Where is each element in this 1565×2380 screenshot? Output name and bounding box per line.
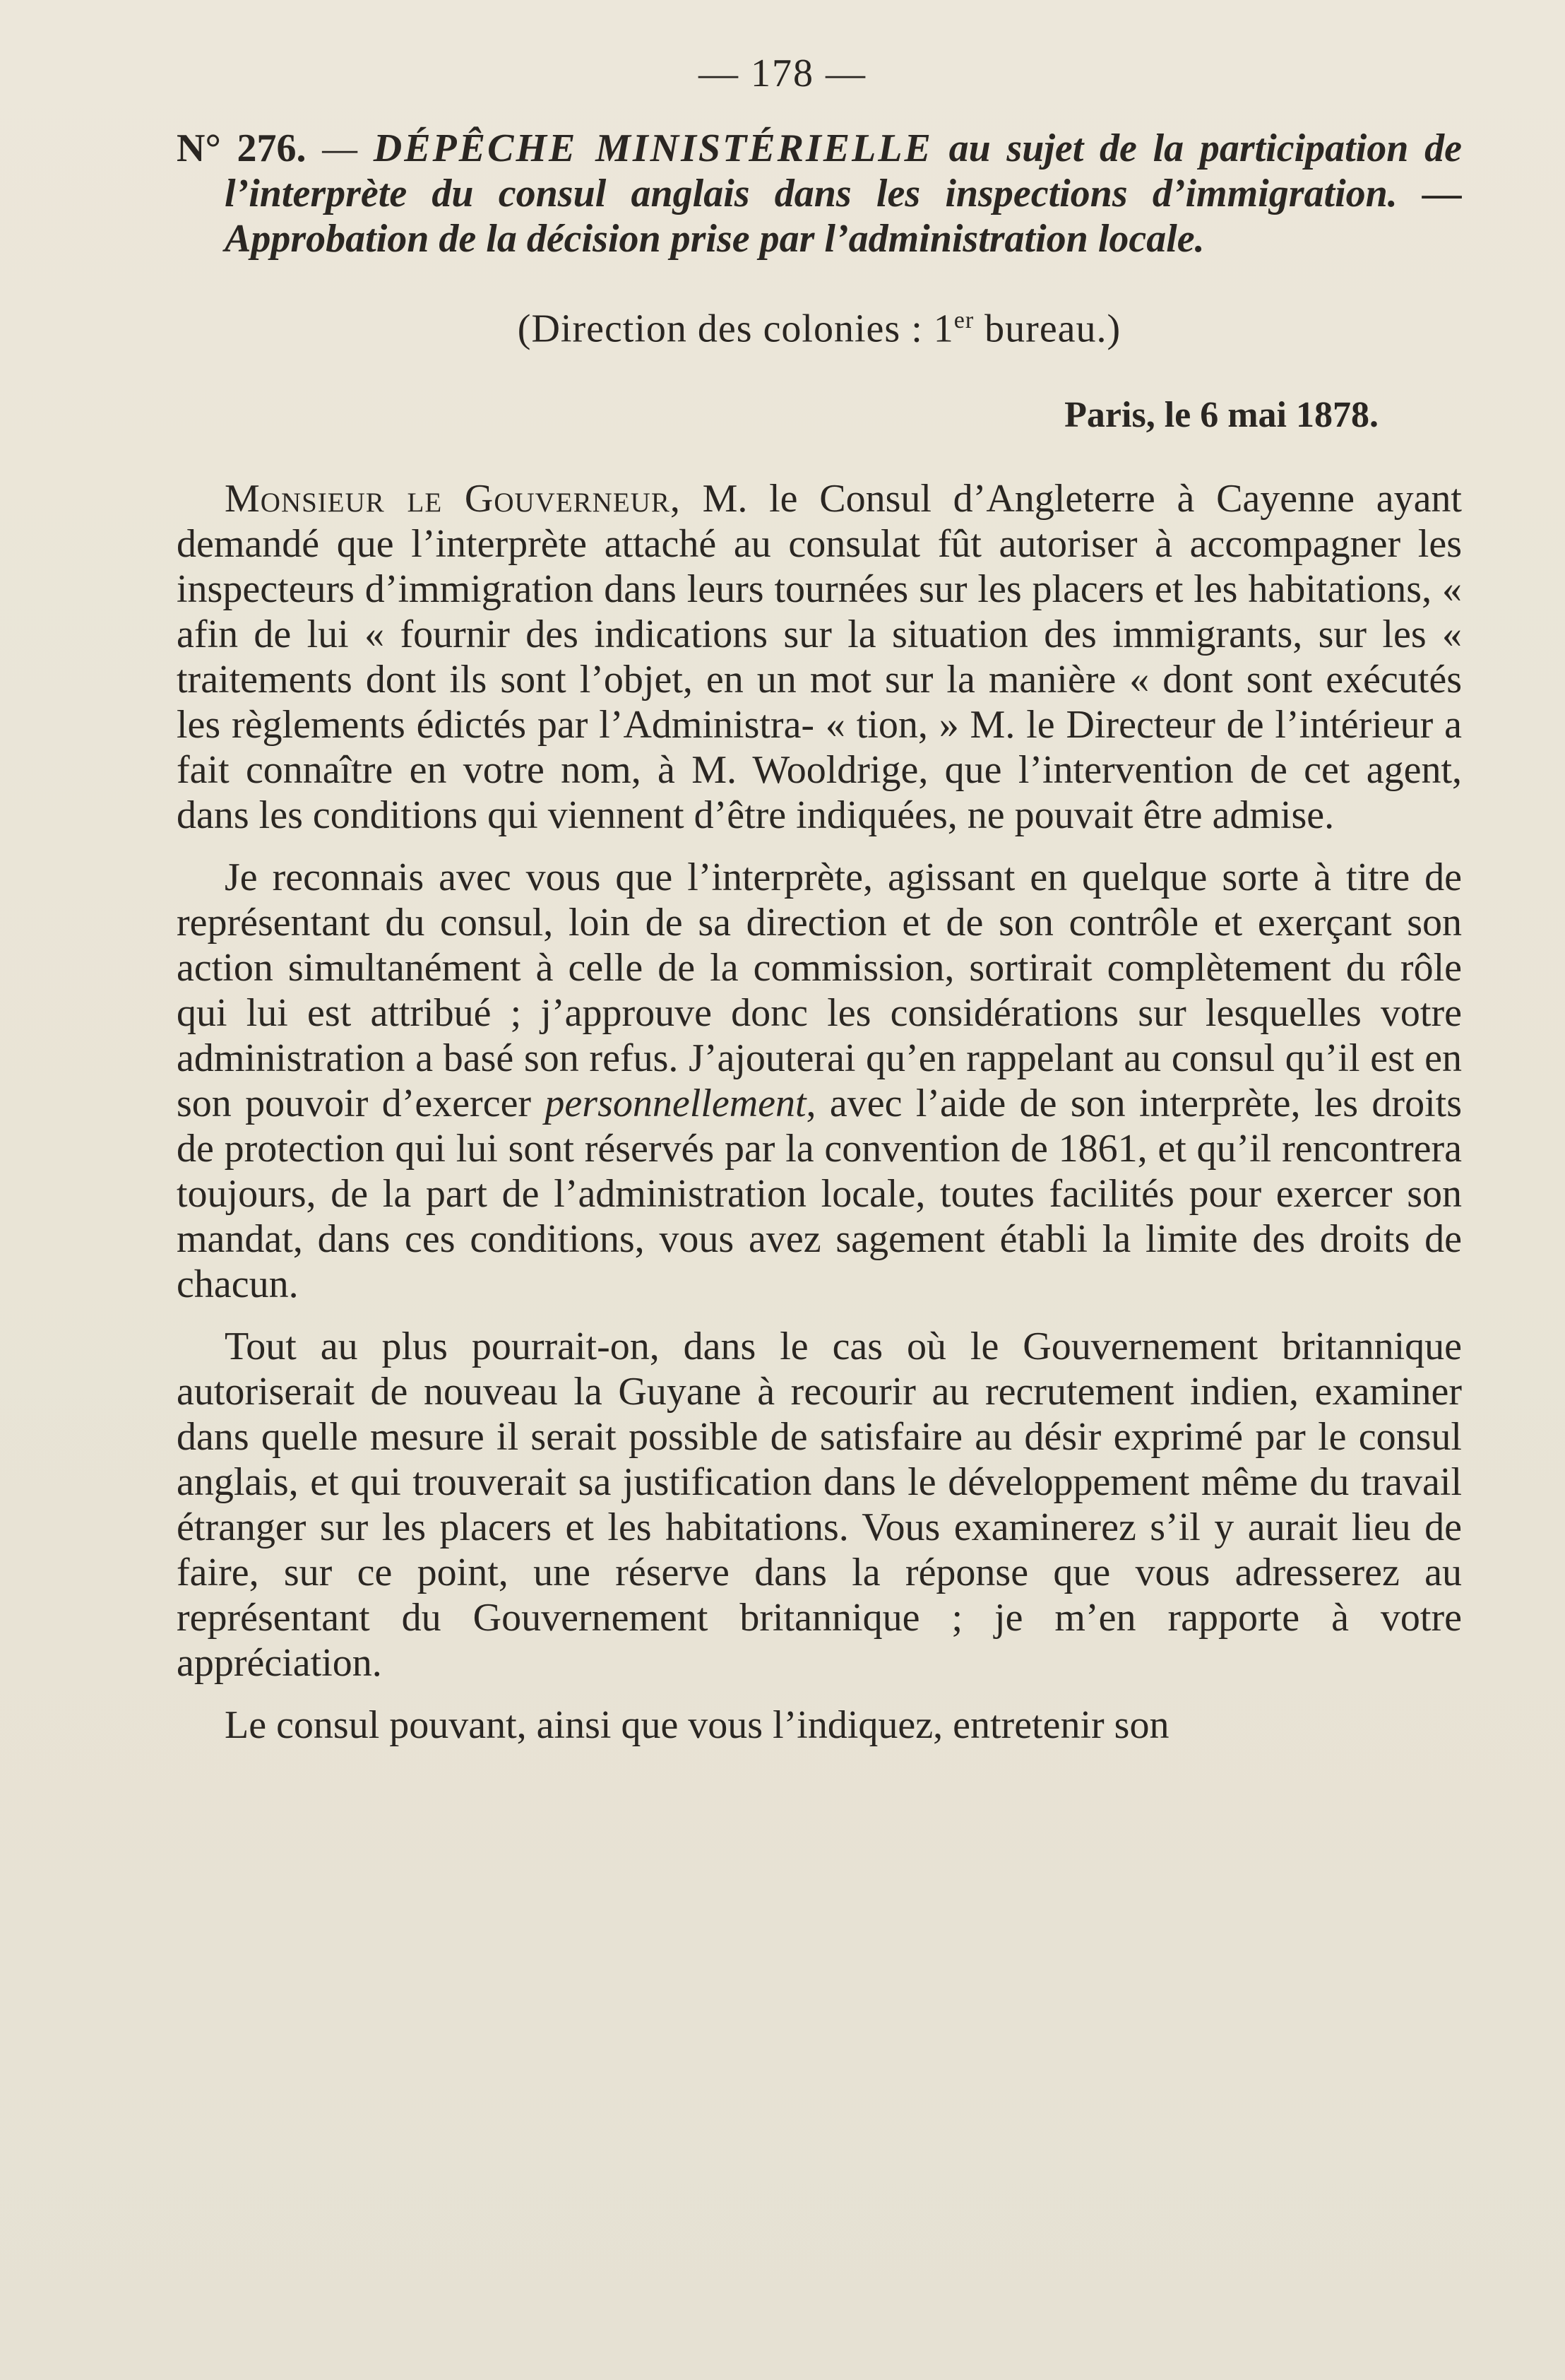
paragraph-1 [177,476,1462,838]
emphasis-text: personnellement [545,1081,807,1125]
heading-dash: — [306,126,374,170]
document-subject: au sujet de la participation de l’interprète du consul anglais dans les inspections d’immigration. — Approbation de la décision prise par l’administration locale. [225,126,1462,261]
direction-text: (Direction des colonies : 1 [517,307,954,351]
place-date: Paris, le 6 mai 1878. [1064,394,1379,435]
paragraph-2-text: Je reconnais avec vous que l’interprète, agissant en quelque sorte à titre de représentant du consul, loin de sa direction et de son contrôle et exerçant son action simultanément à celle de la commission, sortirait complètement du rôle qui lui est attribué ; j’approuve donc les considérations sur lesquelles votre administration a basé son refus. J’ajouterai qu’en rappelant au consul qu’il est en son pouvoir d’exercer [177,855,1462,1125]
paragraph-4: Le consul pouvant, ainsi que vous l’indiquez, entretenir son [225,1703,1170,1747]
paragraph-2-text-end: , avec l’aide de son interprète, les droits de protection qui lui sont réservés par la convention de 1861, et qu’il rencontrera toujours, de la part de l’administration locale, toutes facilités pour exercer son mandat, dans ces conditions, vous avez sagement établi la limite des droits de chacun. [177,1081,1462,1306]
paragraph-3: Tout au plus pourrait-on, dans le cas où le Gouvernement britannique autoriserait de nouveau la Guyane à recourir au recrutement indien, examiner dans quelle mesure il serait possible de satisfaire au désir exprimé par le consul anglais, et qui trouverait sa justification dans le développement même du travail étranger sur les placers et les habitations. Vous examinerez s’il y aurait lieu de faire, sur ce point, une réserve dans la réponse que vous adresserez au représentant du Gouvernement britannique ; je m’en rapporte à votre appréciation. [177,1324,1462,1685]
direction-superscript: er [953,307,975,333]
document-body [177,126,1462,1748]
page-number: — 178 — [698,52,867,95]
direction-line [177,298,1462,352]
document-number: N° 276. [177,126,307,170]
paragraph-2 [177,855,1462,1307]
direction-text-end: bureau.) [974,307,1121,351]
document-heading [177,126,1462,261]
document-title: DÉPÊCHE MINISTÉRIELLE [373,126,933,170]
paragraph-1-text: M. le Consul d’Angleterre à Cayenne ayant demandé que l’interprète attaché au consulat fût autoriser à accompagner les inspecteurs d’immigration dans leurs tournées sur les placers et les habitations, « afin de lui « fournir des indications sur la situation des immigrants, sur les « traitements dont ils sont l’objet, en un mot sur la manière « dont sont exécutés les règlements édictés par l’Administra- « tion, » M. le Directeur de l’intérieur a fait connaître en votre nom, à M. Wooldrige, que l’intervention de cet agent, dans les conditions qui viennent d’être indiquées, ne pouvait être admise. [177,476,1462,837]
salutation: Monsieur le Gouverneur, [225,476,681,521]
